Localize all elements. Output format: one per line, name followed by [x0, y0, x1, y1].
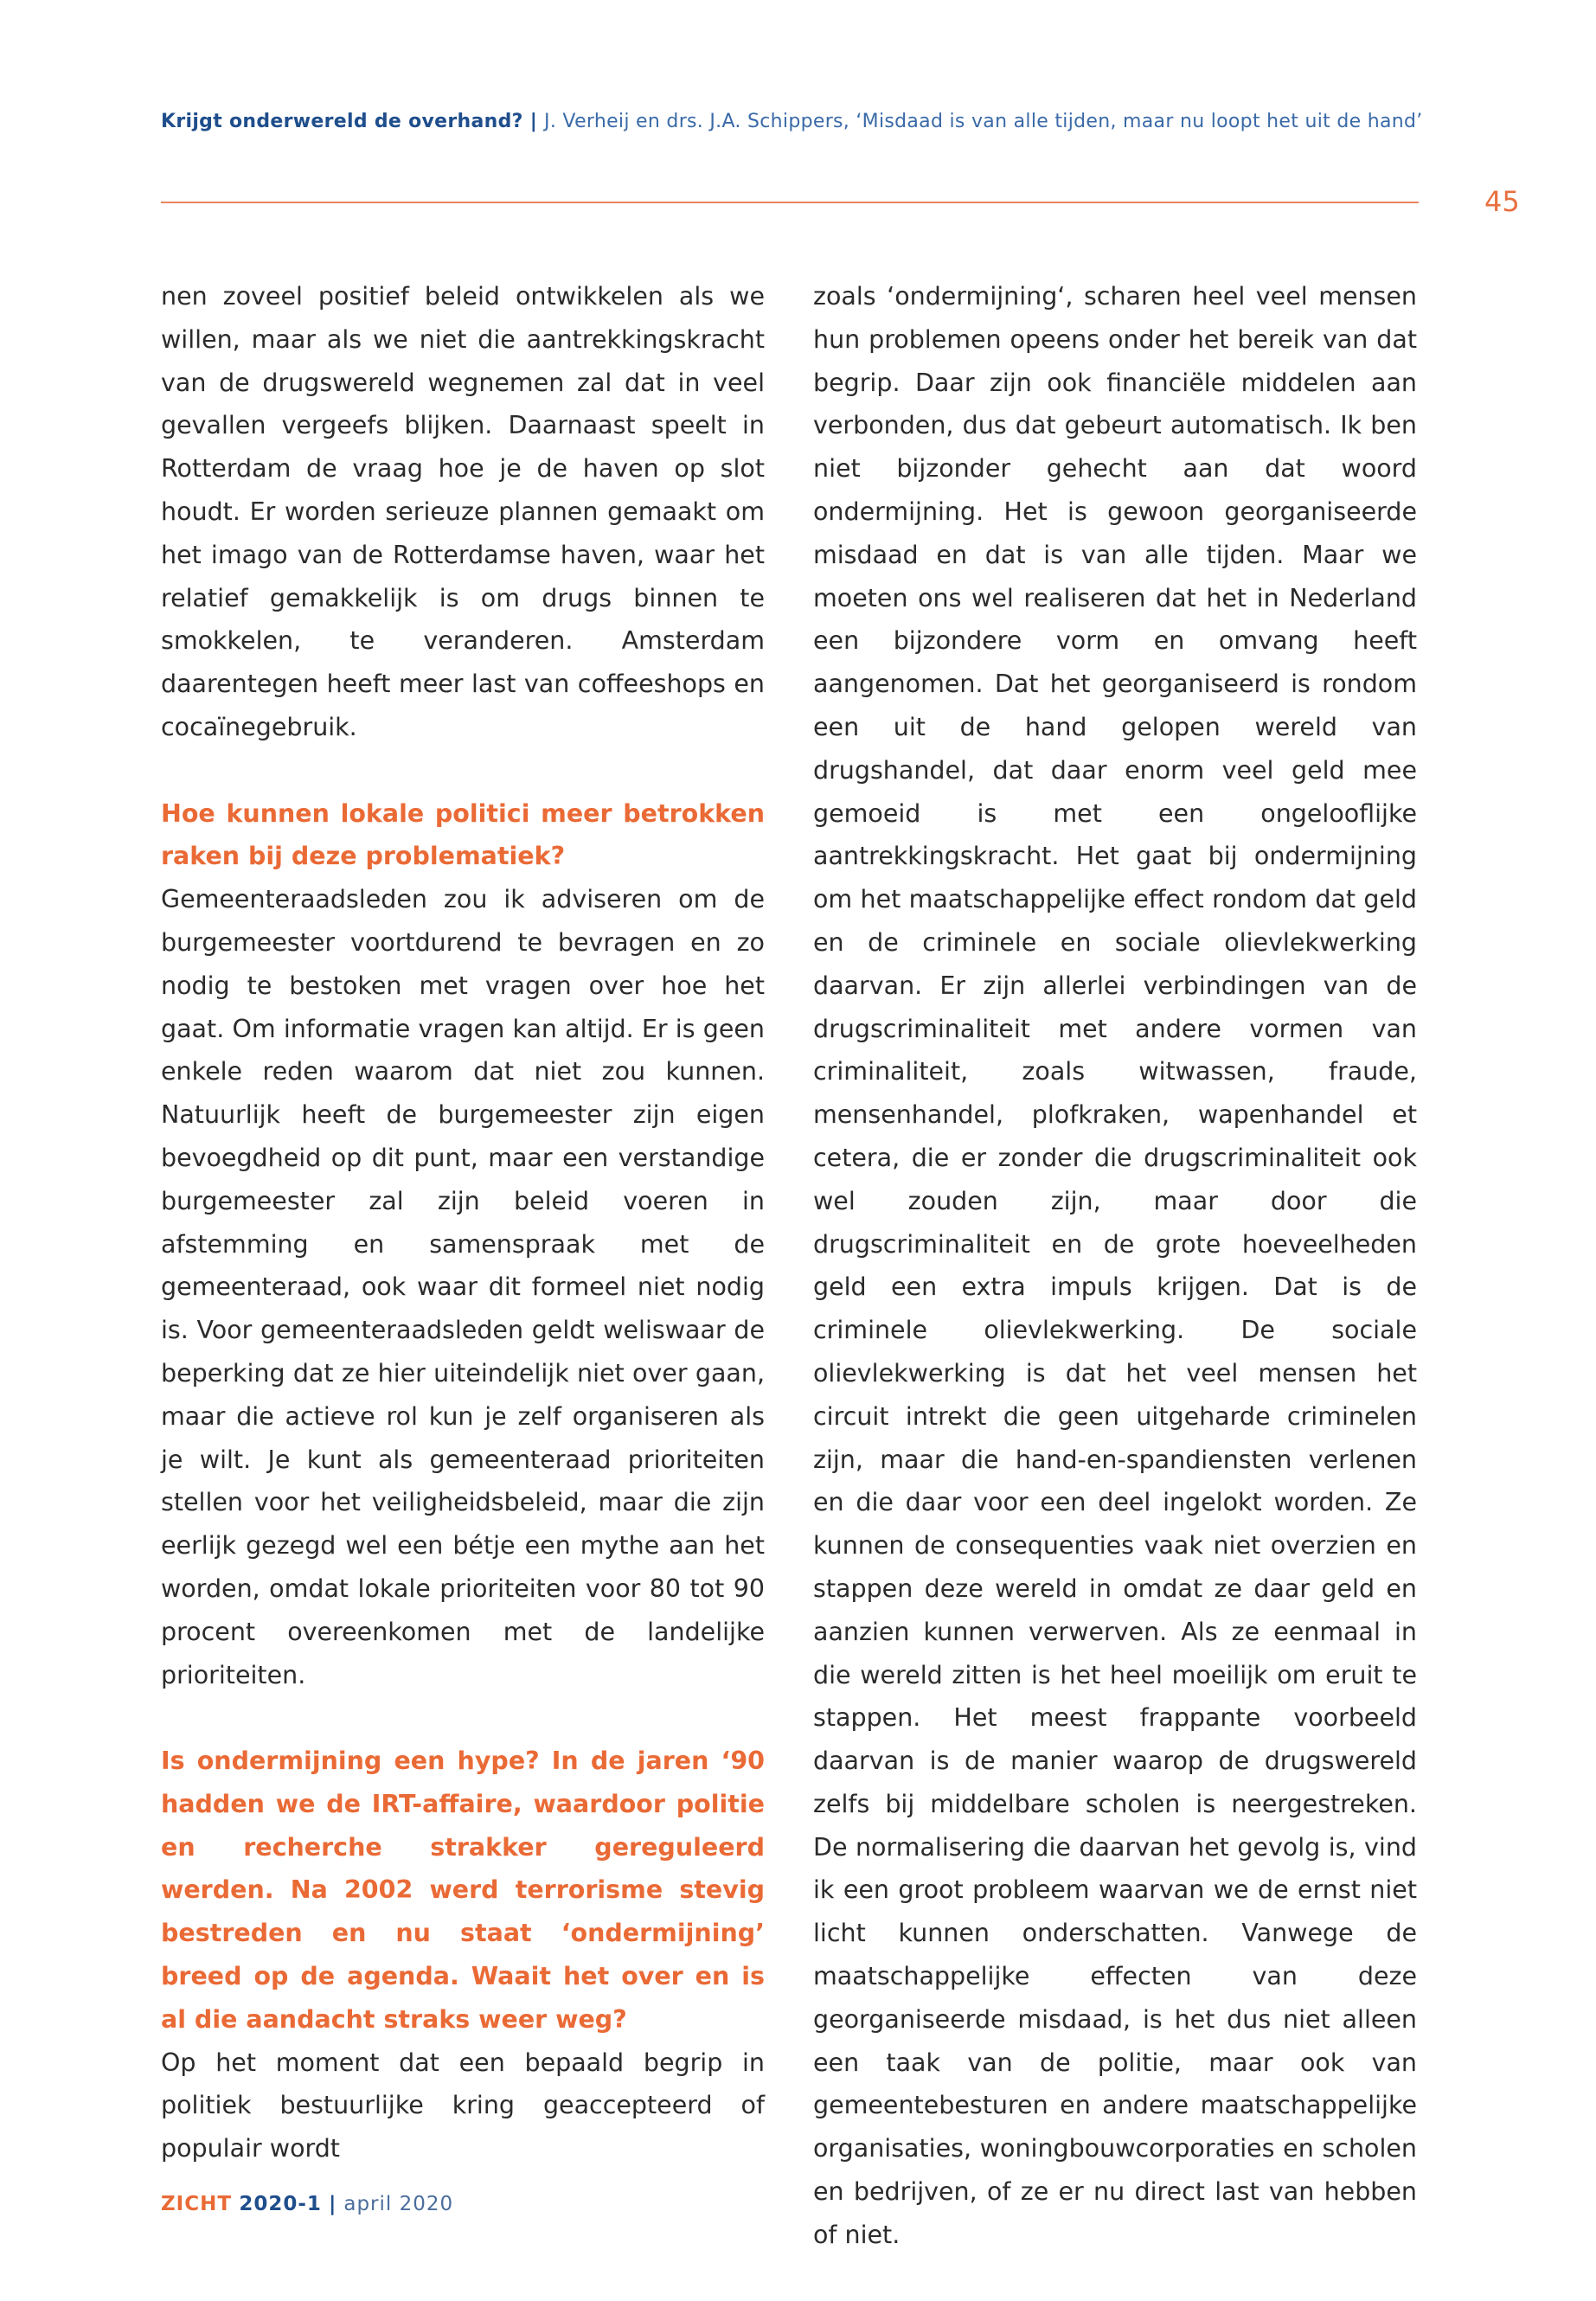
answer-paragraph-1: Gemeenteraadsleden zou ik adviseren om de burgemeester voortdurend te bevragen en zo nodig te bestoken met vragen over hoe het gaat. Om informatie vragen kan altijd. Er is geen enkele reden waarom dat niet zou kunnen. Natuurlijk heeft de burgemeester zijn eigen bevoegdheid op dit punt, maar een verstandige burgemeester zal zijn beleid voeren in afstemming en samenspraak met de gemeenteraad, ook waar dit formeel niet nodig is. Voor gemeenteraadsleden geldt weliswaar de beperking dat ze hier uiteindelijk niet over gaan, maar die actieve rol kun je zelf organiseren als je wilt. Je kunt als gemeenteraad prioriteiten stellen voor het veiligheidsbeleid, maar die zijn eerlijk gezegd wel een bétje een mythe aan het worden, omdat lokale prioriteiten voor 80 tot 90 procent overeenkomen met de landelijke prioriteiten. [161, 885, 765, 1689]
header-title: Krijgt onderwereld de overhand? [161, 111, 523, 132]
interview-question-2: Is ondermijning een hype? In de jaren ‘90 hadden we de IRT-affaire, waardoor politie en recherche strakker gereguleerd werden. Na 2002 werd terrorisme stevig bestreden en nu staat ‘ondermijning’ breed op de agenda. Waait het over en is al die aandacht straks weer weg? [161, 1747, 765, 2034]
left-column [161, 275, 765, 2170]
interview-question-1: Hoe kunnen lokale politici meer betrokken raken bij deze problematiek? [161, 798, 765, 871]
header-divider [161, 202, 1419, 203]
right-column [813, 275, 1417, 2257]
footer-issue: 2020-1 [239, 2193, 322, 2215]
left-paragraph-1: nen zoveel positief beleid ontwikkelen als we willen, maar als we niet die aantrekkingskracht van de drugswereld wegnemen zal dat in veel gevallen vergeefs blijken. Daarnaast speelt in Rotterdam de vraag hoe je de haven op slot houdt. Er worden serieuze plannen gemaakt om het imago van de Rotterdamse haven, waar het relatief gemakkelijk is om drugs binnen te smokkelen, te veranderen. Amsterdam daarentegen heeft meer last van coffeeshops en cocaïnegebruik. [161, 282, 765, 741]
footer-separator: | [328, 2193, 337, 2215]
page-number: 45 [1484, 185, 1520, 218]
footer-date: april 2020 [343, 2193, 454, 2215]
header-subtitle: J. Verheij en drs. J.A. Schippers, ‘Misdaad is van alle tijden, maar nu loopt het uit de hand’ [544, 111, 1423, 132]
answer-paragraph-2-start: Op het moment dat een bepaald begrip in politiek bestuurlijke kring geaccepteerd of populair wordt [161, 2048, 765, 2163]
footer-magazine: ZICHT [161, 2193, 233, 2215]
right-paragraph-1: zoals ‘ondermijning‘, scharen heel veel mensen hun problemen opeens onder het bereik van dat begrip. Daar zijn ook financiële middelen aan verbonden, dus dat gebeurt automatisch. Ik ben niet bijzonder gehecht aan dat woord ondermijning. Het is gewoon georganiseerde misdaad en dat is van alle tijden. Maar we moeten ons wel realiseren dat het in Nederland een bijzondere vorm en omvang heeft aangenomen. Dat het georganiseerd is rondom een uit de hand gelopen wereld van drugshandel, dat daar enorm veel geld mee gemoeid is met een ongelooflijke aantrekkingskracht. Het gaat bij ondermijning om het maatschappelijke effect rondom dat geld en de criminele en sociale olievlekwerking daarvan. Er zijn allerlei verbindingen van de drugscriminaliteit met andere vormen van criminaliteit, zoals witwassen, fraude, mensenhandel, plofkraken, wapenhandel et cetera, die er zonder die drugscriminaliteit ook wel zouden zijn, maar door die drugscriminaliteit en de grote hoeveelheden geld een extra impuls krijgen. Dat is de criminele olievlekwerking. De sociale olievlekwerking is dat het veel mensen het circuit intrekt die geen uitgeharde criminelen zijn, maar die hand-en-spandiensten verlenen en die daar voor een deel ingelokt worden. Ze kunnen de consequenties vaak niet overzien en stappen deze wereld in omdat ze daar geld en aanzien kunnen verwerven. Als ze eenmaal in die wereld zitten is het heel moeilijk om eruit te stappen. Het meest frappante voorbeeld daarvan is de manier waarop de drugswereld zelfs bij middelbare scholen is neergestreken. De normalisering die daarvan het gevolg is, vind ik een groot probleem waarvan we de ernst niet licht kunnen onderschatten. Vanwege de maatschappelijke effecten van deze georganiseerde misdaad, is het dus niet alleen een taak van de politie, maar ook van gemeentebesturen en andere maatschappelijke organisaties, woningbouwcorporaties en scholen en bedrijven, of ze er nu direct last van hebben of niet. [813, 282, 1417, 2249]
header-separator: | [529, 111, 538, 132]
running-header [161, 111, 1423, 132]
footer [161, 2193, 453, 2215]
